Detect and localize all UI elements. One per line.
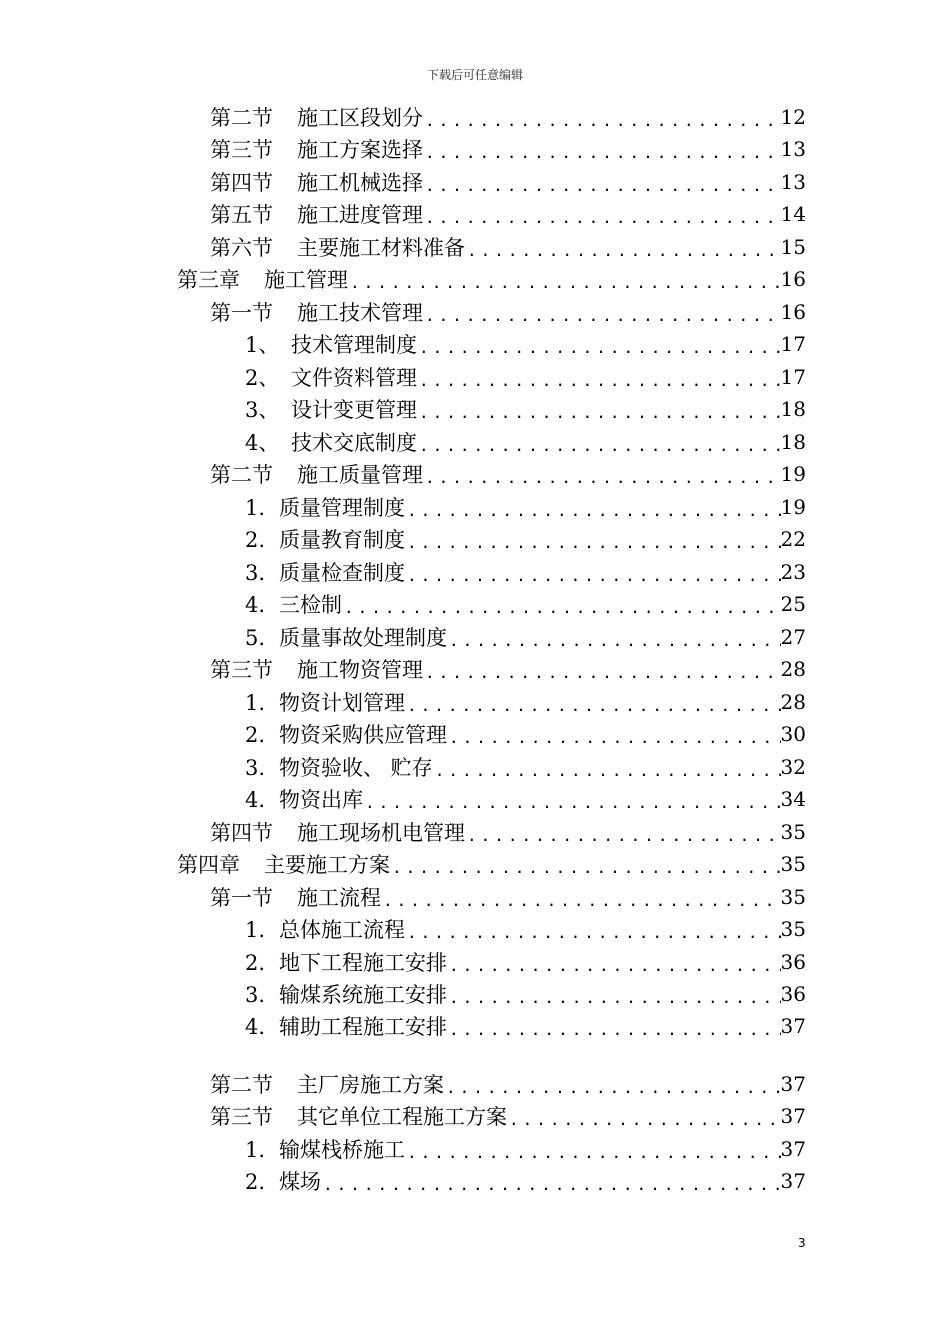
toc-entry-page: 12	[780, 105, 806, 129]
toc-entry-title: 质量检查制度	[279, 561, 405, 585]
toc-entry	[210, 1100, 806, 1132]
toc-entry-label	[245, 979, 447, 1009]
toc-entry-page: 22	[780, 527, 806, 551]
toc-entry-title: 施工区段划分	[297, 106, 423, 130]
toc-entry-number: 5.	[245, 626, 266, 650]
toc-entry-label	[210, 459, 423, 489]
toc-entry-title: 施工流程	[297, 886, 381, 910]
toc-entry-number: 4.	[245, 788, 266, 812]
dot-leader	[417, 393, 781, 425]
toc-entry-label	[245, 557, 405, 587]
toc-entry	[245, 946, 806, 978]
dot-leader	[405, 1133, 781, 1165]
toc-entry-label	[245, 687, 405, 717]
toc-entry-page: 19	[780, 462, 806, 486]
dot-leader	[465, 816, 781, 848]
toc-entry-label	[245, 947, 447, 977]
toc-entry-label	[210, 882, 381, 912]
toc-entry-title: 物资出库	[279, 788, 363, 812]
dot-leader	[447, 1010, 781, 1042]
toc-entry-label	[210, 1101, 507, 1131]
toc-entry-page: 14	[780, 202, 806, 226]
dot-leader	[447, 621, 781, 653]
toc-entry-number: 2.	[245, 723, 266, 747]
toc-entry-number: 2.	[245, 1170, 266, 1194]
toc-entry-page: 16	[780, 300, 806, 324]
toc-entry-page: 30	[780, 722, 806, 746]
toc-entry-title: 三检制	[279, 593, 342, 617]
toc-entry-title: 技术管理制度	[291, 333, 417, 357]
toc-entry-page: 35	[780, 820, 806, 844]
toc-entry-number: 第二节	[210, 106, 273, 130]
toc-entry	[245, 556, 806, 588]
toc-entry-number: 第五节	[210, 203, 273, 227]
toc-entry	[245, 361, 806, 393]
toc-entry-title: 施工方案选择	[297, 138, 423, 162]
toc-entry-page: 35	[780, 885, 806, 909]
toc-entry-number: 第三节	[210, 138, 273, 162]
toc-entry-page: 25	[780, 592, 806, 616]
dot-leader	[433, 751, 781, 783]
toc-entry-page: 23	[780, 560, 806, 584]
toc-entry	[245, 328, 806, 360]
toc-entry-label	[210, 232, 465, 262]
toc-entry-number: 2.	[245, 528, 266, 552]
toc-entry-number: 第二节	[210, 1073, 273, 1097]
toc-entry-number: 3.	[245, 983, 266, 1007]
toc-entry-label	[210, 134, 423, 164]
toc-entry-page: 36	[780, 950, 806, 974]
dot-leader	[348, 263, 781, 295]
toc-entry-label	[210, 102, 423, 132]
toc-entry	[210, 816, 806, 848]
toc-entry-page: 37	[780, 1169, 806, 1193]
toc-entry-label	[245, 589, 342, 619]
toc-entry-number: 第一节	[210, 886, 273, 910]
dot-leader	[405, 686, 781, 718]
toc-entry-title: 煤场	[279, 1170, 321, 1194]
toc-entry-label	[177, 849, 390, 879]
toc-entry-number: 第一节	[210, 301, 273, 325]
toc-entry	[245, 913, 806, 945]
toc-entry	[245, 978, 806, 1010]
dot-leader	[465, 231, 781, 263]
toc-entry-number: 第二节	[210, 463, 273, 487]
toc-entry	[177, 848, 806, 880]
toc-entry-number: 3.	[245, 756, 266, 780]
toc-entry-number: 第六节	[210, 236, 273, 260]
dot-leader	[405, 523, 781, 555]
toc-entry-label	[245, 784, 363, 814]
toc-entry-label	[210, 167, 423, 197]
toc-entry-page: 18	[780, 430, 806, 454]
dot-leader	[423, 101, 781, 133]
toc-entry-title: 总体施工流程	[279, 918, 405, 942]
toc-entry-title: 施工进度管理	[297, 203, 423, 227]
toc-entry-title: 施工现场机电管理	[297, 821, 465, 845]
toc-entry	[210, 458, 806, 490]
toc-entry	[245, 686, 806, 718]
dot-leader	[342, 588, 781, 620]
toc-entry	[177, 263, 806, 295]
toc-entry-label	[210, 1069, 444, 1099]
dot-leader	[447, 946, 781, 978]
toc-entry-page: 32	[780, 755, 806, 779]
toc-entry-title: 物资采购供应管理	[279, 723, 447, 747]
toc-entry-title: 辅助工程施工安排	[279, 1015, 447, 1039]
toc-entry-title: 其它单位工程施工方案	[297, 1105, 507, 1129]
toc-entry-page: 35	[780, 917, 806, 941]
toc-entry-label	[245, 329, 417, 359]
toc-entry-label	[245, 524, 405, 554]
toc-entry-title: 输煤系统施工安排	[279, 983, 447, 1007]
toc-entry	[245, 588, 806, 620]
toc-entry	[245, 1010, 806, 1042]
toc-entry-label	[210, 817, 465, 847]
toc-entry-number: 1.	[245, 496, 266, 520]
toc-entry-number: 第三章	[177, 268, 240, 292]
toc-entry-number: 2、	[245, 366, 280, 390]
toc-entry-page: 35	[780, 852, 806, 876]
toc-entry	[210, 166, 806, 198]
toc-entry-page: 27	[780, 625, 806, 649]
dot-leader	[405, 913, 781, 945]
dot-leader	[363, 783, 781, 815]
toc-entry-label	[177, 264, 348, 294]
toc-entry	[210, 1068, 806, 1100]
toc-entry-label	[245, 492, 405, 522]
toc-entry	[210, 653, 806, 685]
dot-leader	[423, 198, 781, 230]
toc-entry-label	[245, 394, 417, 424]
toc-entry-page: 15	[780, 235, 806, 259]
toc-entry	[245, 751, 806, 783]
toc-entry-number: 第三节	[210, 658, 273, 682]
toc-entry	[245, 1165, 806, 1197]
dot-leader	[507, 1100, 781, 1132]
toc-entry-number: 1.	[245, 691, 266, 715]
toc-entry-title: 施工物资管理	[297, 658, 423, 682]
toc-entry-label	[245, 719, 447, 749]
toc-entry-number: 4、	[245, 431, 280, 455]
toc-entry-title: 施工管理	[264, 268, 348, 292]
toc-entry-label	[245, 622, 447, 652]
toc-entry-page: 37	[780, 1014, 806, 1038]
toc-entry-title: 输煤栈桥施工	[279, 1138, 405, 1162]
toc-entry	[245, 783, 806, 815]
toc-entry	[245, 621, 806, 653]
toc-entry-page: 36	[780, 982, 806, 1006]
toc-entry-number: 3.	[245, 561, 266, 585]
toc-entry-title: 质量管理制度	[279, 496, 405, 520]
toc-entry-page: 34	[780, 787, 806, 811]
toc-entry-page: 17	[780, 365, 806, 389]
toc-entry-number: 第四节	[210, 171, 273, 195]
dot-leader	[321, 1165, 781, 1197]
toc-entry	[245, 426, 806, 458]
dot-leader	[405, 491, 781, 523]
toc-entry-number: 4.	[245, 1015, 266, 1039]
toc-entry-page: 18	[780, 397, 806, 421]
dot-leader	[417, 328, 781, 360]
toc-entry-label	[210, 199, 423, 229]
toc-entry-page: 13	[780, 170, 806, 194]
toc-entry-number: 1、	[245, 333, 280, 357]
dot-leader	[423, 133, 781, 165]
toc-entry-label	[245, 1166, 321, 1196]
toc-entry-number: 3、	[245, 398, 280, 422]
toc-entry	[210, 881, 806, 913]
dot-leader	[423, 296, 781, 328]
dot-leader	[405, 556, 781, 588]
toc-entry-number: 第四章	[177, 853, 240, 877]
toc-entry-number: 1.	[245, 1138, 266, 1162]
toc-entry-label	[245, 1011, 447, 1041]
toc-entry	[245, 393, 806, 425]
dot-leader	[423, 653, 781, 685]
toc-entry-page: 17	[780, 332, 806, 356]
toc-entry	[245, 523, 806, 555]
toc-entry-page: 19	[780, 495, 806, 519]
toc-entry-title: 主要施工方案	[264, 853, 390, 877]
toc-entry-title: 文件资料管理	[291, 366, 417, 390]
toc-entry-title: 施工技术管理	[297, 301, 423, 325]
toc-entry-number: 2.	[245, 951, 266, 975]
toc-entry-label	[245, 752, 433, 782]
toc-entry-page: 28	[780, 690, 806, 714]
dot-leader	[417, 426, 781, 458]
toc-entry-title: 施工质量管理	[297, 463, 423, 487]
toc-entry	[210, 231, 806, 263]
toc-entry-label	[210, 297, 423, 327]
dot-leader	[390, 848, 781, 880]
toc-entry-number: 第四节	[210, 821, 273, 845]
toc-entry-page: 28	[780, 657, 806, 681]
toc-entry-title: 主要施工材料准备	[297, 236, 465, 260]
toc-entry-page: 16	[780, 267, 806, 291]
dot-leader	[444, 1068, 781, 1100]
toc-entry-title: 设计变更管理	[291, 398, 417, 422]
dot-leader	[447, 978, 781, 1010]
dot-leader	[447, 718, 781, 750]
toc-entry	[210, 133, 806, 165]
toc-entry-page: 37	[780, 1072, 806, 1096]
toc-entry-title: 质量教育制度	[279, 528, 405, 552]
toc-entry-page: 37	[780, 1137, 806, 1161]
dot-leader	[423, 166, 781, 198]
dot-leader	[423, 458, 781, 490]
toc-entry	[210, 296, 806, 328]
toc-entry-number: 1.	[245, 918, 266, 942]
toc-entry-number: 第三节	[210, 1105, 273, 1129]
page-number: 3	[798, 1236, 806, 1250]
toc-entry-title: 质量事故处理制度	[279, 626, 447, 650]
toc-entry-title: 地下工程施工安排	[279, 951, 447, 975]
toc-entry-title: 施工机械选择	[297, 171, 423, 195]
toc-entry-title: 主厂房施工方案	[297, 1073, 444, 1097]
toc-entry-label	[245, 362, 417, 392]
toc-entry	[210, 101, 806, 133]
toc-entry-title: 物资计划管理	[279, 691, 405, 715]
toc-entry-label	[245, 427, 417, 457]
toc-entry	[245, 718, 806, 750]
toc-entry	[245, 491, 806, 523]
toc-entry-page: 37	[780, 1104, 806, 1128]
toc-entry-title: 物资验收、 贮存	[279, 756, 433, 780]
toc-entry-title: 技术交底制度	[291, 431, 417, 455]
page-header: 下载后可任意编辑	[426, 68, 523, 82]
toc-entry	[210, 198, 806, 230]
toc-entry-label	[245, 1134, 405, 1164]
dot-leader	[417, 361, 781, 393]
toc-entry-label	[210, 654, 423, 684]
toc-entry	[245, 1133, 806, 1165]
dot-leader	[381, 881, 781, 913]
toc-entry-number: 4.	[245, 593, 266, 617]
toc-entry-label	[245, 914, 405, 944]
toc-entry-page: 13	[780, 137, 806, 161]
